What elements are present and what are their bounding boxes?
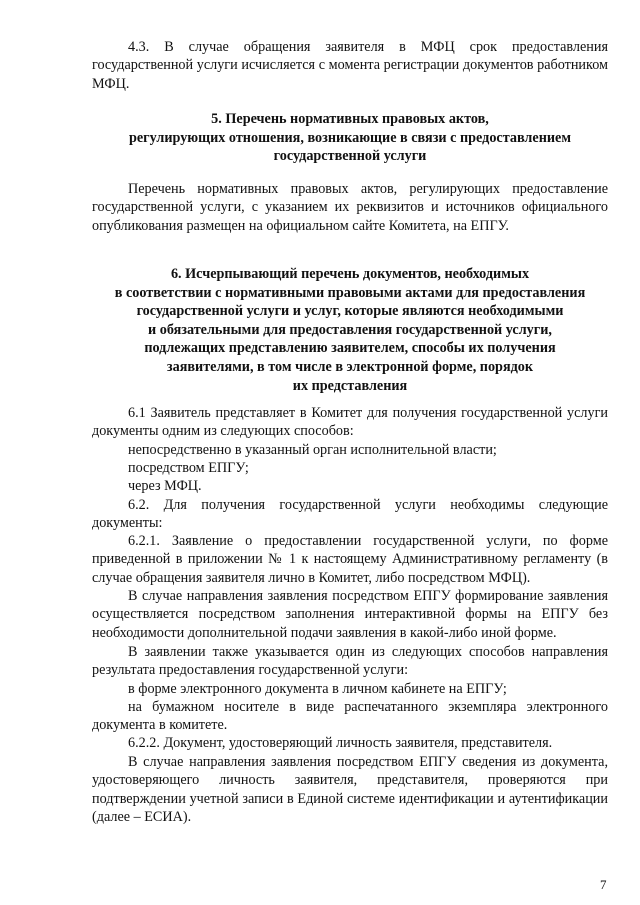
heading-line: государственной услуги и услуг, которые являются необходимыми bbox=[136, 303, 564, 320]
paragraph-result-methods: В заявлении также указывается один из следующих способов направления результата предоставления государственной услуги: bbox=[92, 644, 608, 679]
list-item-result-1: в форме электронного документа в личном кабинете на ЕПГУ; bbox=[128, 681, 507, 697]
heading-line: регулирующих отношения, возникающие в связи с предоставлением bbox=[128, 129, 571, 146]
heading-line: государственной услуги bbox=[273, 148, 427, 165]
list-item-result-2: на бумажном носителе в виде распечатанного экземпляра электронного документа в комитете. bbox=[92, 699, 608, 734]
paragraph-5: Перечень нормативных правовых актов, регулирующих предоставление государственной услуги, с указанием их реквизитов и источников официального опубликования размещен на официальном сайте Комитета, на ЕПГУ. bbox=[92, 181, 608, 234]
list-item-way-1: непосредственно в указанный орган исполнительной власти; bbox=[128, 442, 497, 458]
heading-line: и обязательными для предоставления государственной услуги, bbox=[148, 321, 552, 338]
heading-line: подлежащих представлению заявителем, способы их получения bbox=[144, 340, 556, 357]
paragraph-4-3: 4.3. В случае обращения заявителя в МФЦ срок предоставления государственной услуги исчисляется с момента регистрации документов работником МФЦ. bbox=[92, 39, 608, 92]
heading-line: заявителями, в том числе в электронной форме, порядок bbox=[166, 358, 534, 375]
heading-section-6 bbox=[92, 265, 608, 395]
heading-line: их представления bbox=[292, 377, 408, 394]
paragraph-6-2: 6.2. Для получения государственной услуги необходимы следующие документы: bbox=[92, 497, 608, 532]
paragraph-epgu-form: В случае направления заявления посредством ЕПГУ формирование заявления осуществляется посредством заполнения интерактивной формы на ЕПГУ без необходимости дополнительной подачи заявления в какой-либо иной форме. bbox=[92, 588, 608, 641]
page-number: 7 bbox=[600, 877, 607, 892]
heading-line: в соответствии с нормативными правовыми актами для предоставления bbox=[114, 284, 586, 301]
paragraph-esia: В случае направления заявления посредством ЕПГУ сведения из документа, удостоверяющего личность заявителя, представителя, проверяются при подтверждении учетной записи в Единой системе идентификации и аутентификации (далее – ЕСИА). bbox=[92, 754, 608, 826]
heading-section-5 bbox=[92, 110, 608, 166]
paragraph-6-1: 6.1 Заявитель представляет в Комитет для получения государственной услуги документы одним из следующих способов: bbox=[92, 405, 608, 440]
paragraph-6-2-1: 6.2.1. Заявление о предоставлении государственной услуги, по форме приведенной в приложении № 1 к настоящему Административному регламенту (в случае обращения заявителя лично в Комитет, либо посредством МФЦ). bbox=[92, 533, 608, 586]
heading-line: 6. Исчерпывающий перечень документов, необходимых bbox=[170, 266, 530, 282]
heading-line: 5. Перечень нормативных правовых актов, bbox=[211, 111, 489, 127]
list-item-way-3: через МФЦ. bbox=[128, 478, 202, 494]
paragraph-6-2-2: 6.2.2. Документ, удостоверяющий личность заявителя, представителя. bbox=[128, 735, 553, 751]
list-item-way-2: посредством ЕПГУ; bbox=[128, 460, 249, 476]
